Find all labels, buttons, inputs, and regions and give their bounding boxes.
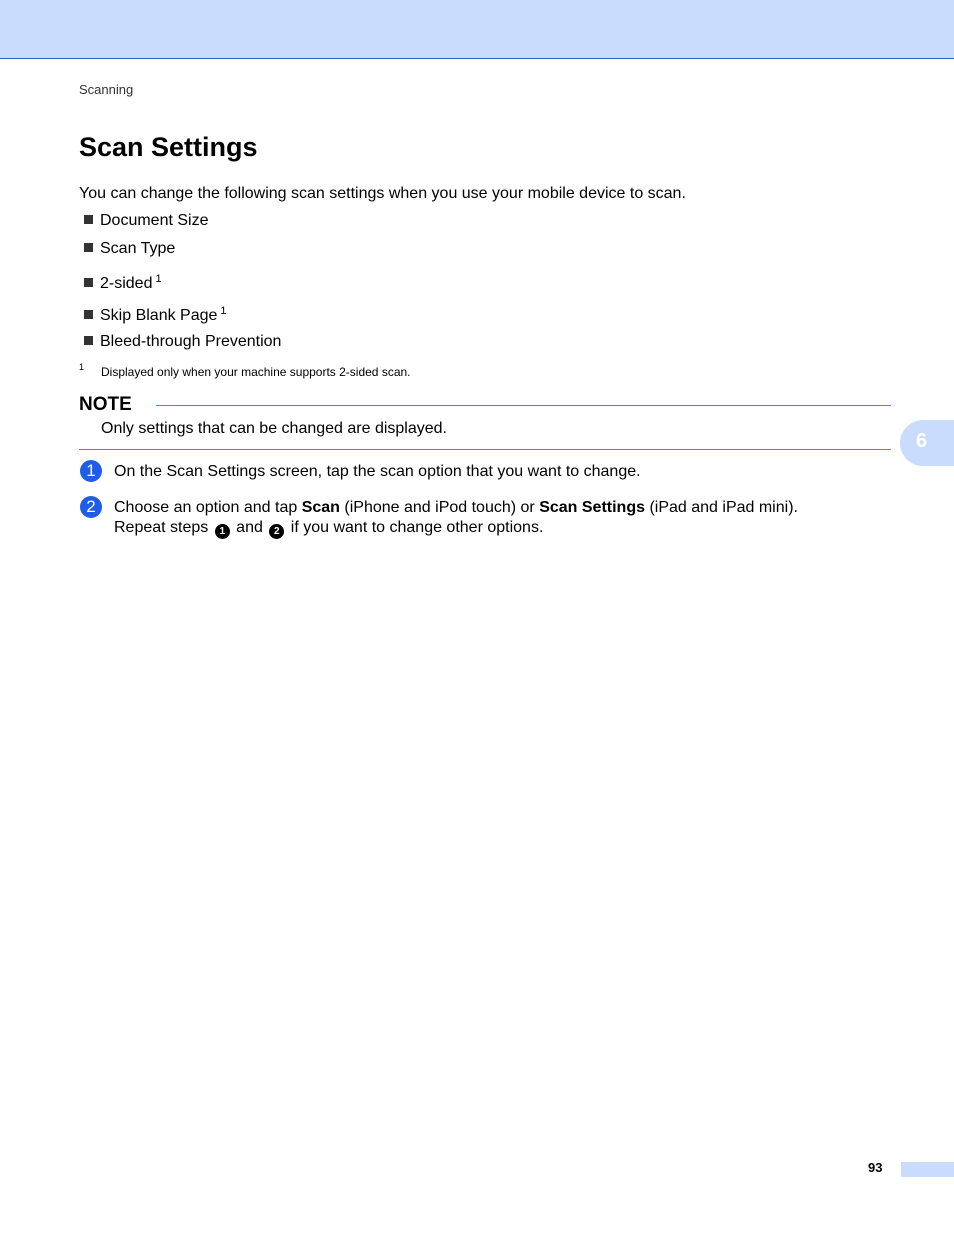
square-bullet-icon xyxy=(84,310,93,319)
step-text-part: and xyxy=(231,519,268,536)
header-band xyxy=(0,0,954,59)
running-head: Scanning xyxy=(79,82,134,97)
list-item xyxy=(84,333,281,351)
footnote-ref[interactable]: 1 xyxy=(155,273,162,285)
list-item xyxy=(84,273,162,293)
list-item-label: Scan Type xyxy=(100,240,176,257)
step-number-badge: 1 xyxy=(80,460,102,482)
list-item-label: 2-sided xyxy=(100,275,153,292)
step-text-part: if you want to change other options. xyxy=(286,519,544,536)
footer-band xyxy=(901,1162,954,1177)
page-title: Scan Settings xyxy=(79,132,258,162)
step-ref-badge[interactable]: 2 xyxy=(269,524,284,539)
list-item-label: Skip Blank Page xyxy=(100,307,218,324)
note-divider-top xyxy=(156,405,891,406)
step-text-part: Choose an option and tap xyxy=(114,499,302,516)
chapter-number: 6 xyxy=(916,430,928,452)
square-bullet-icon xyxy=(84,243,93,252)
list-item-label: Bleed-through Prevention xyxy=(100,333,282,350)
chapter-tab[interactable] xyxy=(900,420,954,466)
footnote-mark: 1 xyxy=(79,362,85,372)
list-item xyxy=(84,212,209,230)
footnote-ref[interactable]: 1 xyxy=(220,305,227,317)
step-number-badge: 2 xyxy=(80,496,102,518)
step-text xyxy=(114,499,798,517)
square-bullet-icon xyxy=(84,278,93,287)
note-divider-bottom xyxy=(79,449,891,450)
list-item xyxy=(84,305,227,325)
square-bullet-icon xyxy=(84,215,93,224)
step-text: On the Scan Settings screen, tap the scan option that you want to change. xyxy=(114,463,641,480)
step-text-part: (iPad and iPad mini). xyxy=(645,499,798,516)
note-label: NOTE xyxy=(79,394,132,415)
page-number: 93 xyxy=(868,1160,883,1175)
square-bullet-icon xyxy=(84,336,93,345)
note-text: Only settings that can be changed are displayed. xyxy=(101,420,447,437)
step-bold-term: Scan Settings xyxy=(539,499,645,516)
footnote-text: Displayed only when your machine supports 2-sided scan. xyxy=(101,365,411,379)
list-item-label: Document Size xyxy=(100,212,209,229)
step-bold-term: Scan xyxy=(301,499,340,516)
intro-paragraph: You can change the following scan settings when you use your mobile device to scan. xyxy=(79,185,686,202)
step-text-part: (iPhone and iPod touch) or xyxy=(339,499,540,516)
step-text-part: Repeat steps xyxy=(114,519,213,536)
list-item xyxy=(84,240,175,258)
step-ref-badge[interactable]: 1 xyxy=(215,524,230,539)
step-text-continued xyxy=(114,519,543,539)
